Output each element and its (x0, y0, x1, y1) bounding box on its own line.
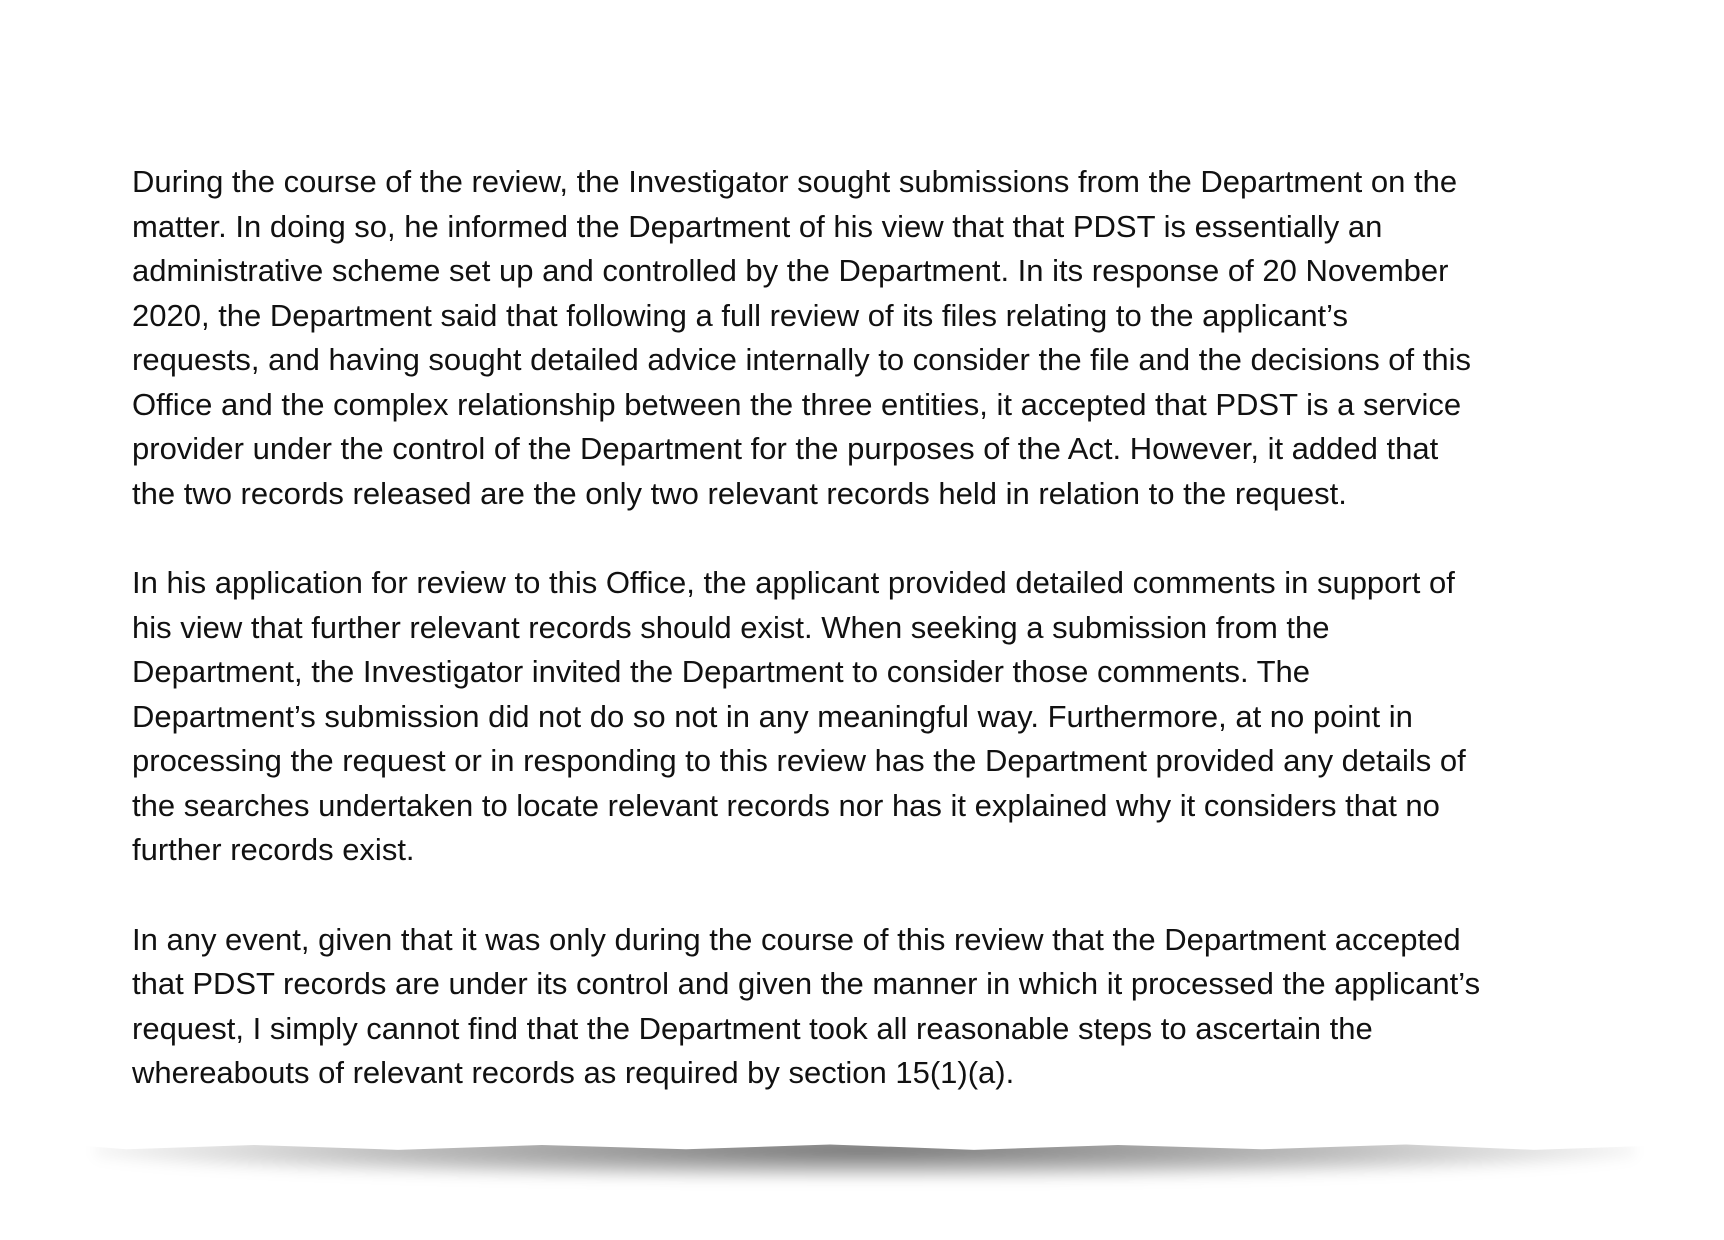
paragraph-review-submissions: During the course of the review, the Investigator sought submissions from the Department on the matter. In doing so, he informed the Department of his view that that PDST is essentially an administrative scheme set up and controlled by the Department. In its response of 20 November 2020, the Department said that following a full review of its files relating to the applicant’s requests, and having sought detailed advice internally to consider the file and the decisions of this Office and the complex relationship between the three entities, it accepted that PDST is a service provider under the control of the Department for the purposes of the Act. However, it added that the two records released are the only two relevant records held in relation to the request. (132, 164, 1472, 511)
paragraph-conclusion: In any event, given that it was only during the course of this review that the Department accepted that PDST records are under its control and given the manner in which it processed the applicant’s request, I simply cannot find that the Department took all reasonable steps to ascertain the whereabouts of relevant records as required by section 15(1)(a). (132, 921, 1481, 1090)
document-body (132, 160, 1592, 1141)
paragraph-application-for-review: In his application for review to this Office, the applicant provided detailed comments in support of his view that further relevant records should exist. When seeking a submission from the Department, the Investigator invited the Department to consider those comments. The Department’s submission did not do so not in any meaningful way. Furthermore, at no point in processing the request or in responding to this review has the Department provided any details of the searches undertaken to locate relevant records nor has it explained why it considers that no further records exist. (132, 565, 1466, 867)
